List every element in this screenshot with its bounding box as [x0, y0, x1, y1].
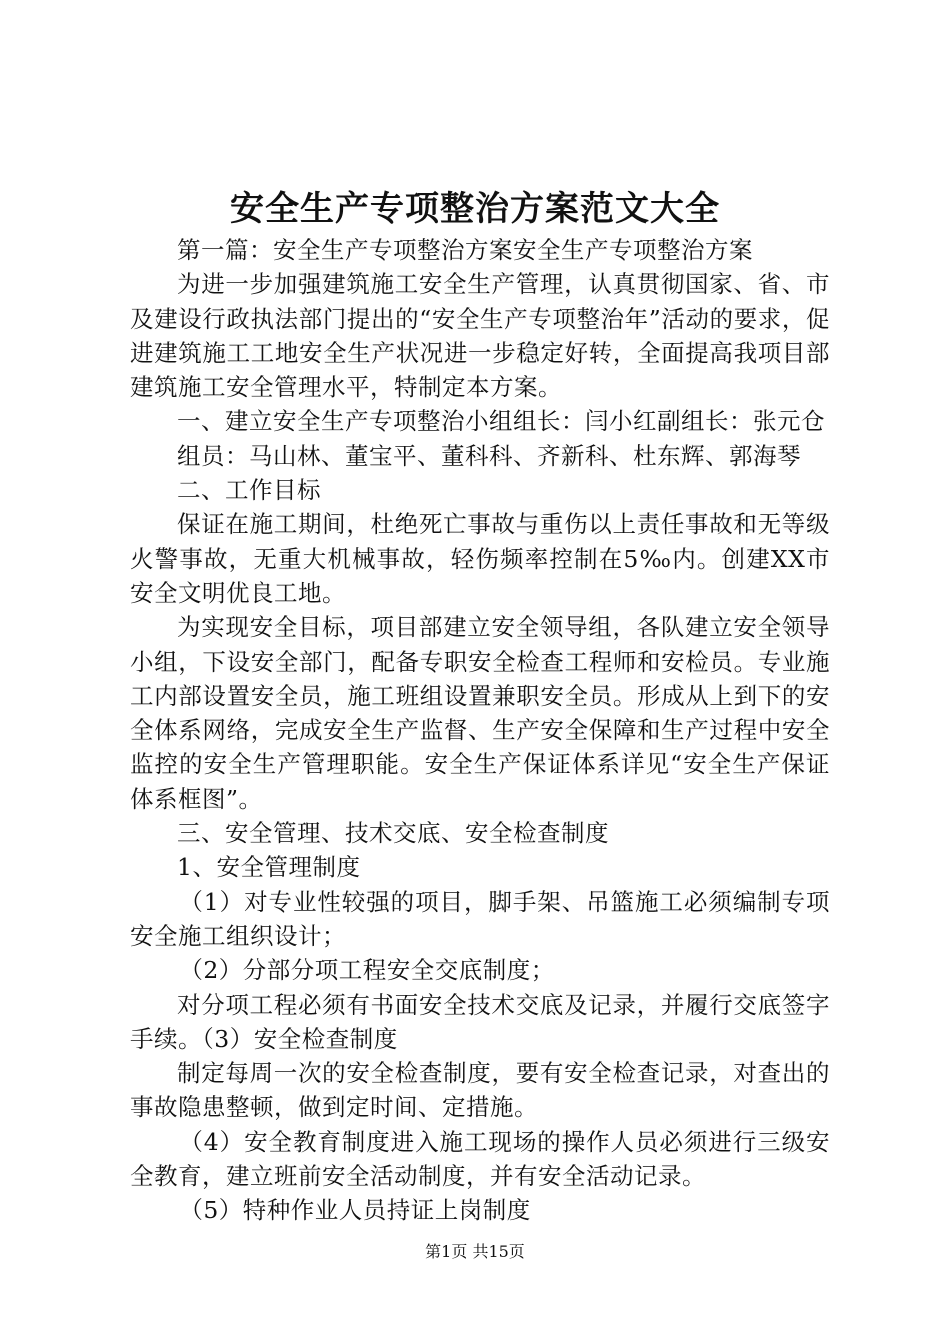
paragraph: 第一篇：安全生产专项整治方案安全生产专项整治方案 [177, 236, 753, 264]
paragraph: 一、建立安全生产专项整治小组组长：闫小红副组长：张元仓 [177, 407, 825, 436]
section-heading: 三、安全管理、技术交底、安全检查制度 [177, 819, 609, 848]
paragraph: （5）特种作业人员持证上岗制度 [179, 1196, 531, 1225]
paragraph: 为实现安全目标，项目部建立安全领导组，各队建立安全领导小组，下设安全部门，配备专职安全检查工程师和安检员。专业施工内部设置安全员，施工班组设置兼职安全员。形成从上到下的安全体系网络，完成安全生产监督、生产安全保障和生产过程中安全监控的安全生产管理职能。安全生产保证体系详见“安全生产保证体系框图”。 [130, 613, 830, 813]
paragraph: 组员：马山林、董宝平、董科科、齐新科、杜东辉、郭海琴 [177, 441, 801, 470]
paragraph: （2）分部分项工程安全交底制度； [179, 956, 555, 985]
page-title: 安全生产专项整治方案范文大全 [230, 189, 720, 229]
page-number-footer: 第1页 共15页 [425, 1242, 525, 1261]
section-heading: 二、工作目标 [177, 476, 321, 505]
paragraph: 为进一步加强建筑施工安全生产管理，认真贯彻国家、省、市及建设行政执法部门提出的“安全生产专项整治年”活动的要求，促进建筑施工工地安全生产状况进一步稳定好转，全面提高我项目部建筑施工安全管理水平，特制定本方案。 [130, 270, 830, 402]
paragraph: （4）安全教育制度进入施工现场的操作人员必须进行三级安全教育，建立班前安全活动制度，并有安全活动记录。 [130, 1127, 830, 1191]
subsection-heading: 1、安全管理制度 [177, 853, 361, 882]
paragraph: 对分项工程必须有书面安全技术交底及记录，并履行交底签字手续。（3）安全检查制度 [130, 990, 830, 1053]
paragraph: 制定每周一次的安全检查制度，要有安全检查记录，对查出的事故隐患整顿，做到定时间、定措施。 [130, 1059, 830, 1122]
paragraph: 保证在施工期间，杜绝死亡事故与重伤以上责任事故和无等级火警事故，无重大机械事故，轻伤频率控制在5‰内。创建XX市安全文明优良工地。 [130, 510, 830, 607]
document-body [130, 233, 830, 1228]
paragraph: （1）对专业性较强的项目，脚手架、吊篮施工必须编制专项安全施工组织设计； [130, 887, 830, 950]
